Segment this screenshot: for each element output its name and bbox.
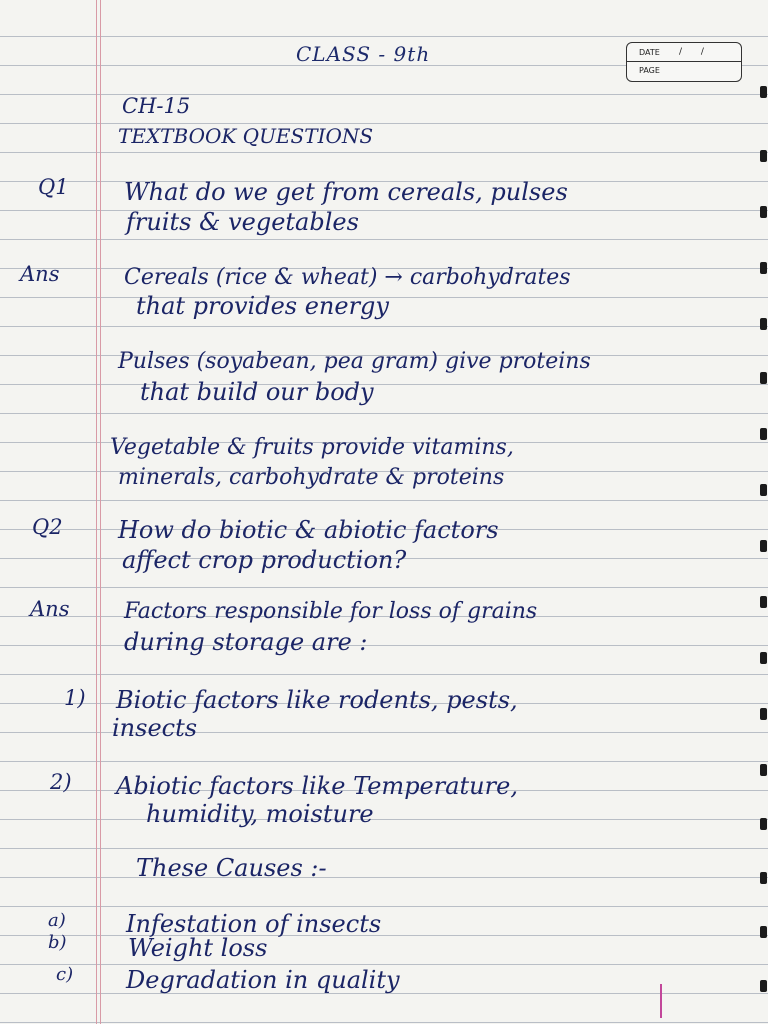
chapter-heading: CH-15 [122,94,191,118]
answer-2-line-2: during storage are : [124,628,368,656]
question-1-line-2: fruits & vegetables [126,208,359,236]
answer-2-line-1: Factors responsible for loss of grains [124,599,538,624]
answer-1-line-4: that build our body [140,378,374,406]
cause-a-text: Infestation of insects [126,910,382,938]
item-2-label: 2) [50,770,72,794]
date-page-box [626,42,742,82]
item-1-line-2: insects [112,714,198,742]
margin-line-left [96,0,97,1024]
page-label: PAGE [639,66,660,75]
question-1-label: Q1 [38,175,69,199]
item-1-label: 1) [64,686,86,710]
cause-c-label: c) [56,964,74,985]
date-value: / / [679,47,712,57]
question-2-line-1: How do biotic & abiotic factors [118,516,499,544]
question-2-label: Q2 [32,515,63,539]
spiral-binding [758,0,768,1024]
class-title: CLASS - 9th [296,42,431,66]
answer-2-label: Ans [30,597,70,621]
date-label: DATE [639,48,660,57]
subtitle-heading: TEXTBOOK QUESTIONS [118,124,374,148]
answer-1-line-5: Vegetable & fruits provide vitamins, [110,435,514,460]
cause-b-text: Weight loss [128,934,268,962]
question-2-line-2: affect crop production? [122,546,407,574]
pink-ink-mark [660,984,662,1018]
item-2-line-2: humidity, moisture [146,800,374,828]
date-box-divider [627,61,741,62]
answer-1-line-6: minerals, carbohydrate & proteins [118,465,505,490]
answer-1-line-3: Pulses (soyabean, pea gram) give proteins [118,349,591,374]
cause-b-label: b) [48,932,67,953]
answer-1-line-1: Cereals (rice & wheat) → carbohydrates [124,265,571,290]
cause-c-text: Degradation in quality [126,966,400,994]
item-1-line-1: Biotic factors like rodents, pests, [116,686,518,714]
answer-1-label: Ans [20,262,60,286]
item-2-line-1: Abiotic factors like Temperature, [116,772,518,800]
question-1-line-1: What do we get from cereals, pulses [124,178,568,206]
cause-a-label: a) [48,910,66,931]
causes-heading: These Causes :- [136,854,327,882]
margin-line-right [100,0,101,1024]
answer-1-line-2: that provides energy [136,292,389,320]
